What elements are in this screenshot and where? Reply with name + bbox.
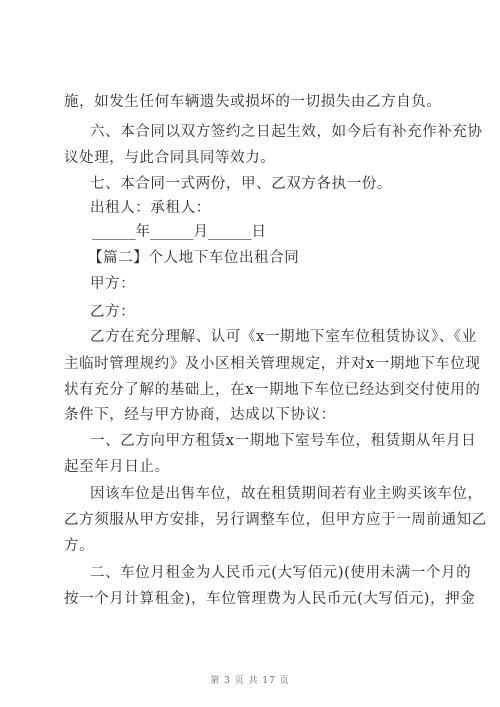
text-line-5: 出租人：承租人：: [90, 200, 211, 216]
text-line-3: 议处理，与此合同具同等效力。: [64, 150, 276, 166]
party-a-line: 甲方：: [90, 276, 136, 292]
text-line-12: 状有充分了解的基础上，在x一期地下车位已经达到交付使用的: [64, 382, 481, 398]
text-line-4: 七、本合同一式两份，甲、乙双方各执一份。: [90, 176, 392, 192]
text-line-15: 起至年月日止。: [64, 459, 170, 475]
text-line-16: 因该车位是出售车位，故在租赁期间若有业主购买该车位，: [90, 486, 483, 502]
text-line-1: 施，如发生任何车辆遗失或损坏的一切损失由乙方自负。: [64, 94, 442, 110]
text-line-20: 按一个月计算租金)，车位管理费为人民币元(大写佰元)，押金: [64, 591, 476, 607]
party-b-line: 乙方：: [90, 304, 136, 320]
text-line-11: 主临时管理规约》及小区相关管理规定，并对x一期地下车位现: [64, 356, 481, 372]
text-line-17: 乙方须服从甲方安排，另行调整车位，但甲方应于一周前通知乙: [64, 512, 487, 528]
section-heading: 【篇二】个人地下车位出租合同: [88, 250, 300, 266]
text-line-13: 条件下，经与甲方协商，达成以下协议：: [64, 407, 336, 423]
page-number-footer: 第 3 页 共 17 页: [210, 676, 290, 686]
text-line-10: 乙方在充分理解、认可《x一期地下室车位租赁协议》、《业: [90, 329, 477, 345]
text-line-14: 一、乙方向甲方租赁x一期地下室号车位，租赁期从年月日: [90, 433, 477, 449]
text-line-18: 方。: [64, 538, 95, 554]
date-line: ______年______月______日: [92, 224, 266, 240]
text-line-2: 六、本合同以双方签约之日起生效，如今后有补充作补充协: [90, 124, 483, 140]
text-line-19: 二、车位月租金为人民币元(大写佰元)(使用未满一个月的: [90, 565, 472, 581]
